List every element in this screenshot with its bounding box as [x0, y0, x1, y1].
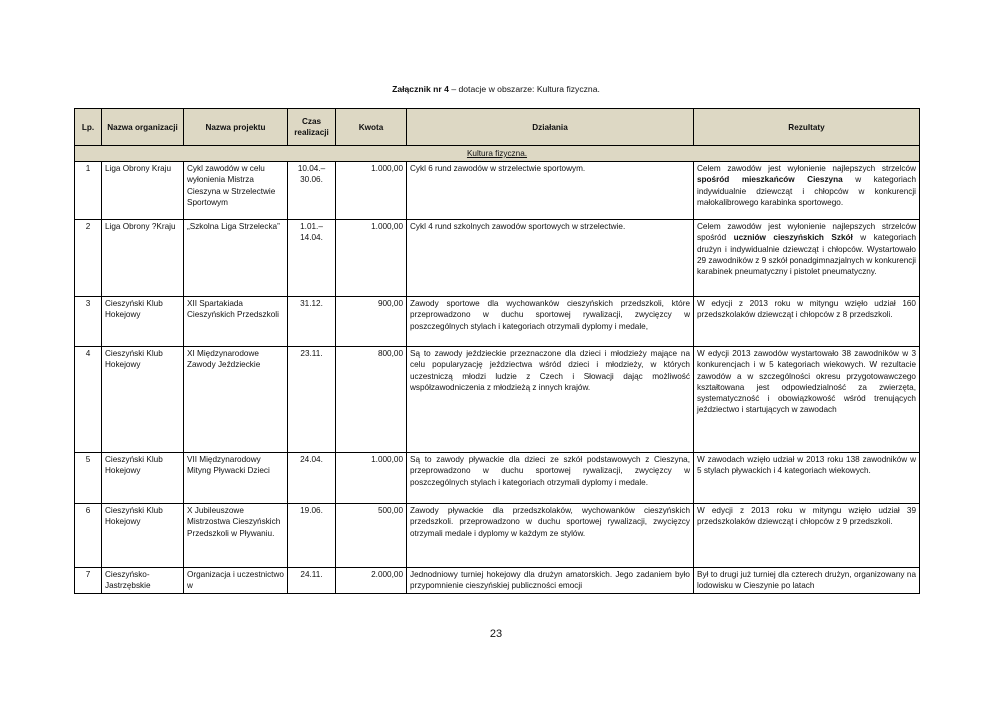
cell-lp: 5 [75, 453, 102, 504]
header-actions: Działania [407, 109, 694, 146]
cell-actions: Są to zawody jeździeckie przeznaczone dla dzieci i młodzieży mające na celu popularyzację jeździectwa wśród dzieci i młodzieży, w których uczestniczą młodzi ludzie z Czech i Słowacji dając możliwość współzawodniczenia z młodzieżą z innych krajów. [407, 347, 694, 453]
cell-lp: 1 [75, 162, 102, 220]
cell-project: Organizacja i uczestnictwo w [184, 568, 288, 594]
cell-project: Cykl zawodów w celu wyłonienia Mistrza Cieszyna w Strzelectwie Sportowym [184, 162, 288, 220]
cell-project: VII Międzynarodowy Mityng Pływacki Dzieci [184, 453, 288, 504]
cell-actions: Zawody sportowe dla wychowanków cieszyńskich przedszkoli, które przeprowadzono w duchu sportowej rywalizacji, zwycięzcy w poszczególnych stylach i kategoriach otrzymali dyplomy i medale, [407, 297, 694, 347]
cell-lp: 2 [75, 220, 102, 297]
cell-project: XII Spartakiada Cieszyńskich Przedszkoli [184, 297, 288, 347]
cell-amount: 500,00 [336, 504, 407, 568]
cell-project: X Jubileuszowe Mistrzostwa Cieszyńskich Przedszkoli w Pływaniu. [184, 504, 288, 568]
cell-lp: 3 [75, 297, 102, 347]
table-row [75, 504, 920, 568]
section-row [75, 146, 920, 162]
cell-actions: Cykl 4 rund szkolnych zawodów sportowych w strzelectwie. [407, 220, 694, 297]
cell-time: 24.11. [288, 568, 336, 594]
section-title: Kultura fizyczna. [466, 149, 528, 158]
caption-bold: Załącznik nr 4 [392, 84, 449, 94]
cell-results: W edycji z 2013 roku w mityngu wzięło udział 39 przedszkolaków dziewcząt i chłopców z 9 przedszkoli. [694, 504, 920, 568]
cell-lp: 7 [75, 568, 102, 594]
table-row [75, 568, 920, 594]
results-text: Celem zawodów jest wyłonienie najlepszych strzelców spośród [697, 222, 916, 243]
cell-results: W edycji z 2013 roku w mityngu wzięło udział 160 przedszkolaków dziewcząt i chłopców z 8 przedszkoli. [694, 297, 920, 347]
cell-org: Liga Obrony ?Kraju [102, 220, 184, 297]
cell-results: W edycji 2013 zawodów wystartowało 38 zawodników w 3 konkurencjach i w 5 kategoriach wiekowych. W rezultacie zawodów a w szczególności okresu przygotowawczego kształtowana jest odpowiedzialność za zwierzęta, systematyczność i obowiązkowość wśród trenujących jeździectwo i startujących w zawodach [694, 347, 920, 453]
cell-actions: Zawody pływackie dla przedszkolaków, wychowanków cieszyńskich przedszkoli. przeprowadzono w duchu sportowej rywalizacji, zwycięzcy otrzymali medale i dyplomy w każdym ze stylów. [407, 504, 694, 568]
results-text-end: w kategoriach indywidualnie dziewcząt i chłopców w konkurencji małokalibrowego karabinka sportowego. [697, 175, 916, 207]
cell-amount: 1.000,00 [336, 220, 407, 297]
header-project: Nazwa projektu [184, 109, 288, 146]
caption-rest: – dotacje w obszarze: Kultura fizyczna. [448, 84, 600, 94]
page-number: 23 [489, 628, 503, 640]
cell-time: 23.11. [288, 347, 336, 453]
cell-results [694, 162, 920, 220]
results-bold: spośród mieszkańców Cieszyna [697, 175, 843, 185]
header-amount: Kwota [336, 109, 407, 146]
table-row [75, 220, 920, 297]
header-time: Czas realizacji [288, 109, 336, 146]
cell-org: Cieszyńsko- Jastrzębskie [102, 568, 184, 594]
table-row [75, 297, 920, 347]
cell-amount: 800,00 [336, 347, 407, 453]
header-org: Nazwa organizacji [102, 109, 184, 146]
cell-actions: Cykl 6 rund zawodów w strzelectwie sportowym. [407, 162, 694, 220]
cell-org: Cieszyński Klub Hokejowy [102, 504, 184, 568]
cell-amount: 900,00 [336, 297, 407, 347]
cell-time: 10.04.– 30.06. [288, 162, 336, 220]
cell-org: Cieszyński Klub Hokejowy [102, 297, 184, 347]
cell-amount: 2.000,00 [336, 568, 407, 594]
cell-org: Cieszyński Klub Hokejowy [102, 453, 184, 504]
cell-time: 31.12. [288, 297, 336, 347]
cell-time: 24.04. [288, 453, 336, 504]
results-text-end: w kategoriach drużyn i indywidualnie dziewcząt i chłopców. Wystartowało 29 zawodników z 9 szkół ponadgimnazjalnych w konkurencji karabinek pneumatyczny i pistolet pneumatyczny. [697, 233, 917, 277]
table-row [75, 347, 920, 453]
cell-results: Był to drugi już turniej dla czterech drużyn, organizowany na lodowisku w Cieszynie po latach [694, 568, 920, 594]
cell-project: XI Międzynarodowe Zawody Jeździeckie [184, 347, 288, 453]
header-row [75, 109, 920, 146]
results-text: Celem zawodów jest wyłonienie najlepszych strzelców [697, 164, 916, 173]
cell-org: Liga Obrony Kraju [102, 162, 184, 220]
cell-org: Cieszyński Klub Hokejowy [102, 347, 184, 453]
cell-amount: 1.000,00 [336, 453, 407, 504]
grants-table [74, 108, 920, 594]
header-results: Rezultaty [694, 109, 920, 146]
cell-time: 19.06. [288, 504, 336, 568]
cell-lp: 4 [75, 347, 102, 453]
document-caption [0, 84, 992, 94]
cell-project: „Szkolna Liga Strzelecka” [184, 220, 288, 297]
cell-actions: Jednodniowy turniej hokejowy dla drużyn amatorskich. Jego zadaniem było przypomnienie cieszyńskiej publiczności emocji [407, 568, 694, 594]
table-row [75, 162, 920, 220]
cell-results [694, 220, 920, 297]
cell-lp: 6 [75, 504, 102, 568]
cell-time: 1.01.– 14.04. [288, 220, 336, 297]
header-lp: Lp. [75, 109, 102, 146]
cell-amount: 1.000,00 [336, 162, 407, 220]
cell-actions: Są to zawody pływackie dla dzieci ze szkół podstawowych z Cieszyna, przeprowadzono w duchu sportowej rywalizacji, zwycięzcy w poszczególnych stylach i kategoriach otrzymali dyplomy i medale. [407, 453, 694, 504]
cell-results: W zawodach wzięło udział w 2013 roku 138 zawodników w 5 stylach pływackich i 4 kategoriach wiekowych. [694, 453, 920, 504]
results-bold: uczniów cieszyńskich Szkół [733, 233, 853, 243]
table-row [75, 453, 920, 504]
